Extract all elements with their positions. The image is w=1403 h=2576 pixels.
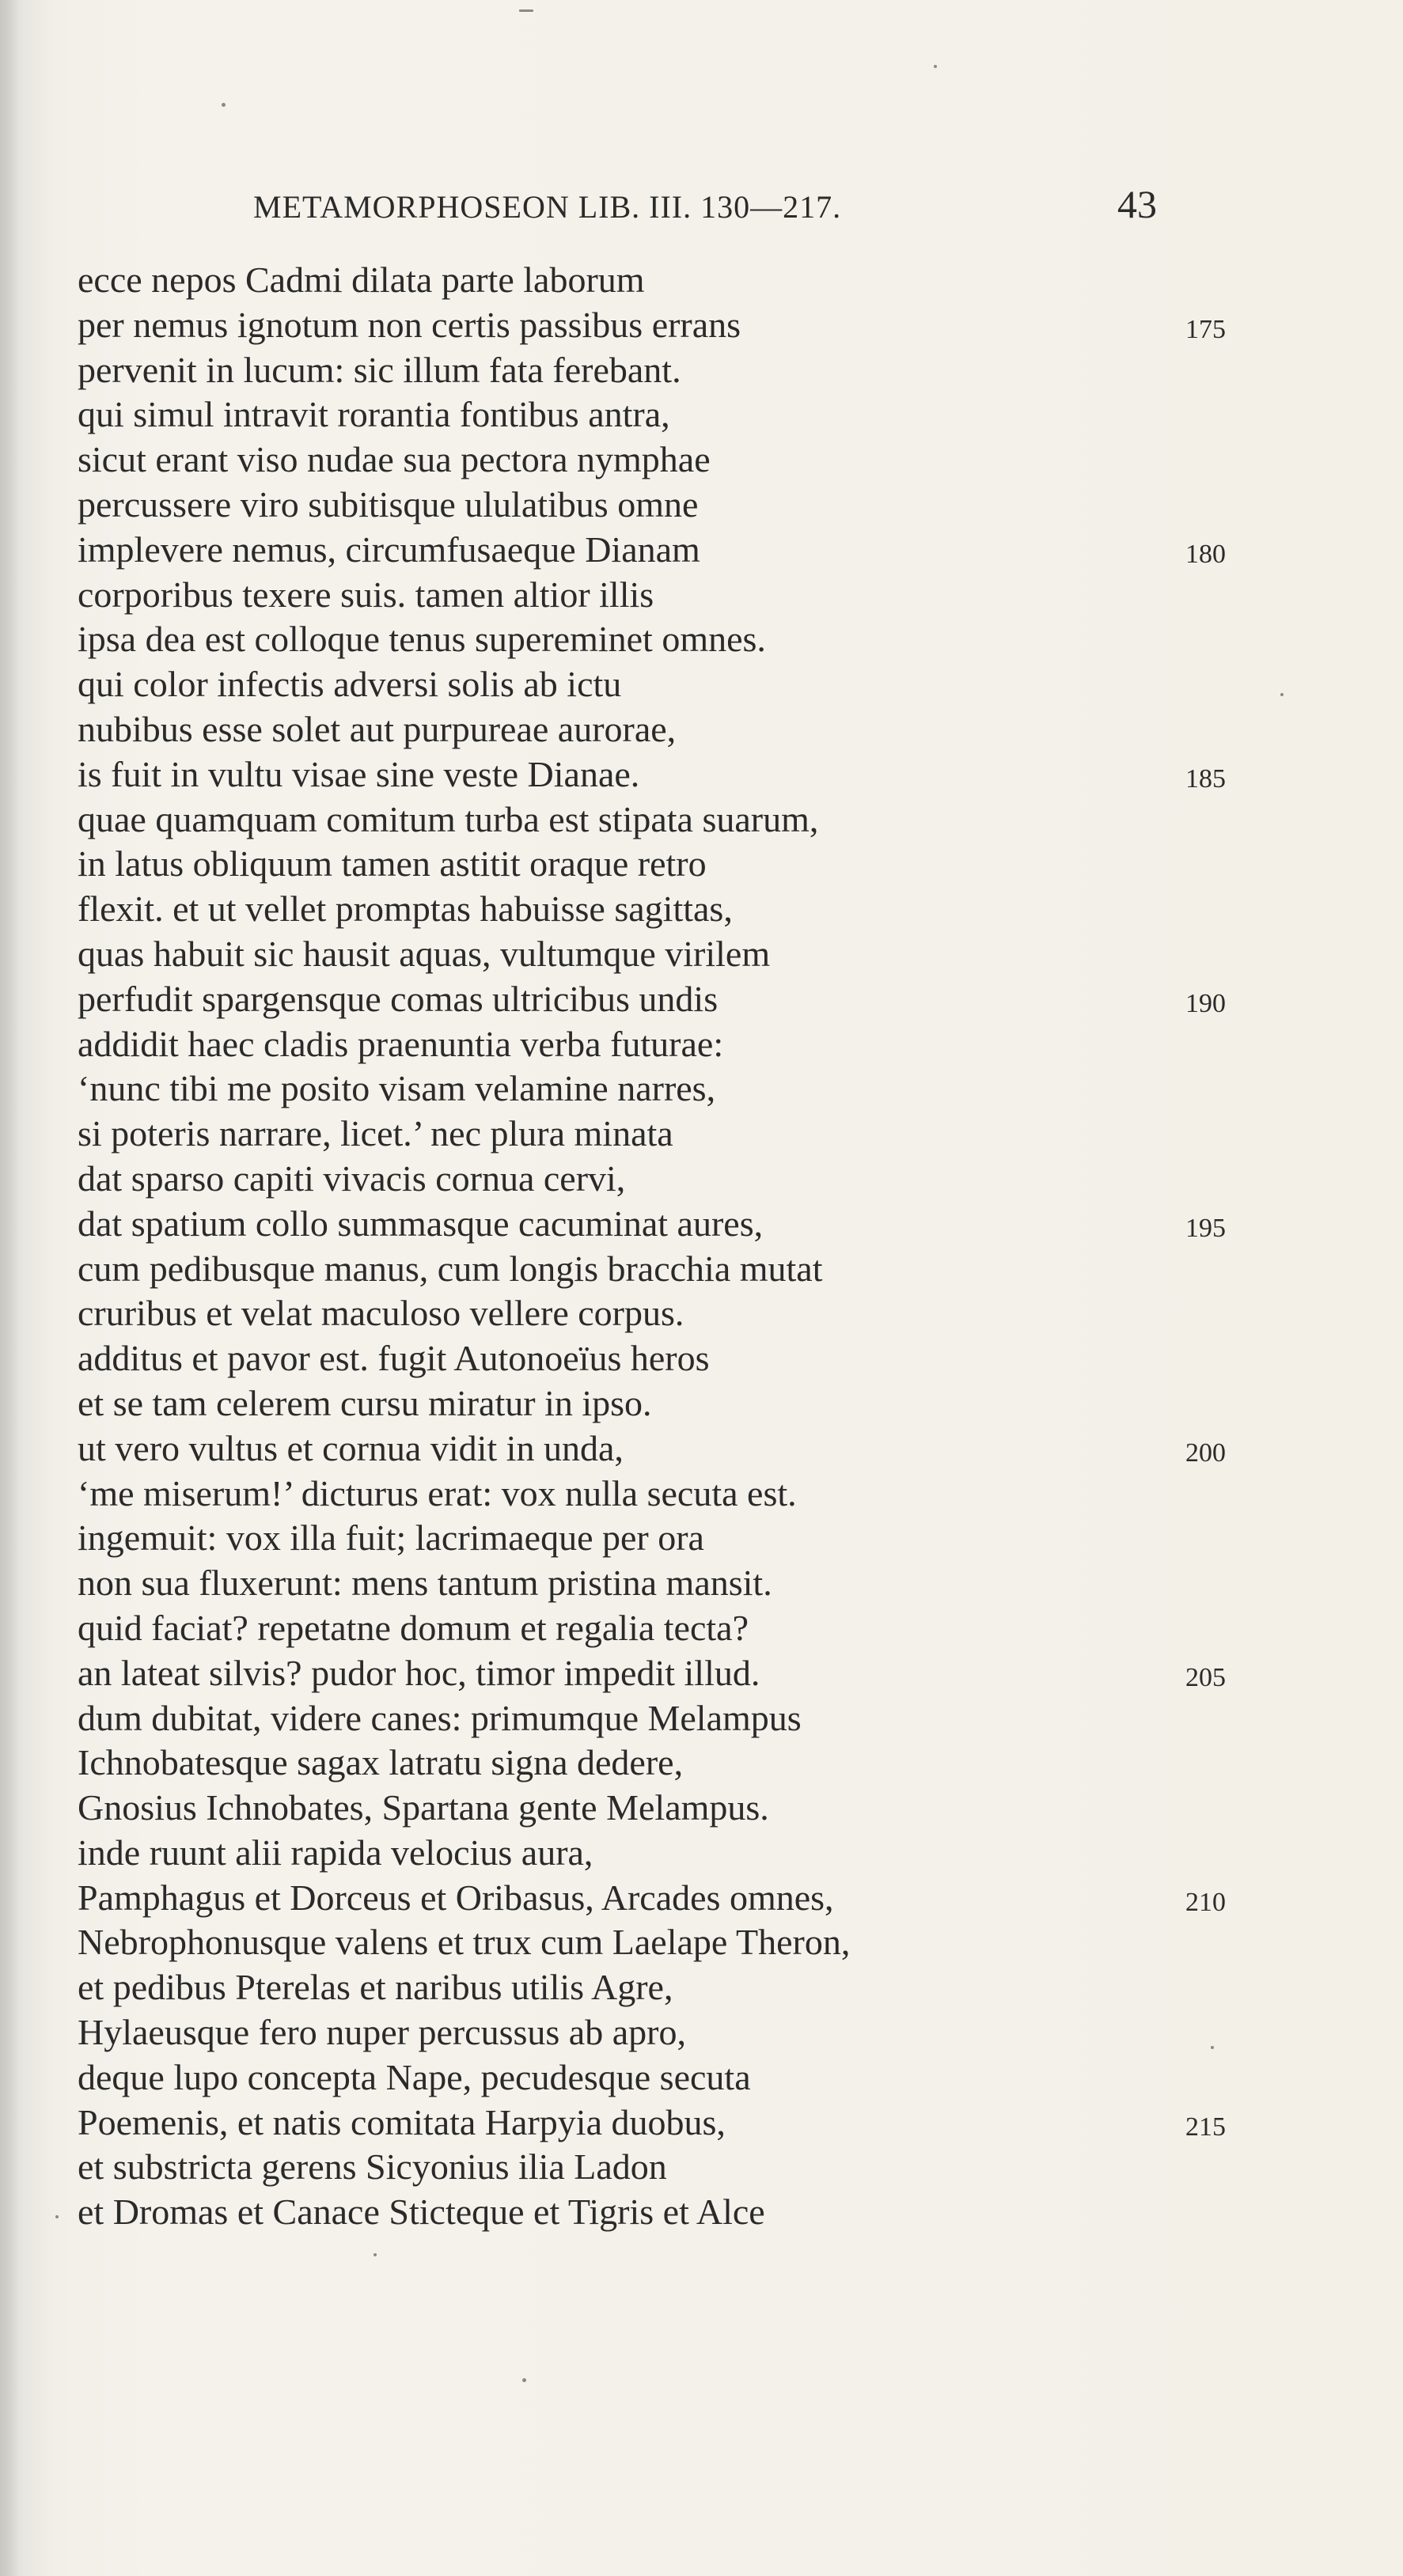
verse-line [78,1741,1344,1786]
verse-text: pervenit in lucum: sic illum fata ferebant. [78,349,681,390]
verse-text: nubibus esse solet aut purpureae aurorae, [78,708,677,749]
verse-line [78,2190,1344,2235]
verse-line [78,1965,1344,2010]
verse-text: in latus obliquum tamen astitit oraque retro [78,843,707,885]
verse-line [78,617,1344,662]
verse-text: Ichnobatesque sagax latratu signa dedere, [78,1742,684,1783]
verse-text: si poteris narrare, licet.’ nec plura minata [78,1113,673,1154]
verse-block [78,258,1344,2235]
verse-line [78,348,1344,393]
verse-text: inde ruunt alii rapida velocius aura, [78,1832,593,1873]
verse-text: Hylaeusque fero nuper percussus ab apro, [78,2012,686,2053]
verse-line [78,1336,1344,1381]
verse-text: implevere nemus, circumfusaeque Dianam [78,528,700,570]
line-number: 195 [1185,1213,1226,1243]
gutter-shadow [0,0,19,2576]
verse-text: deque lupo concepta Nape, pecudesque secuta [78,2056,751,2097]
verse-line [78,797,1344,843]
verse-text: ‘me miserum!’ dicturus erat: vox nulla secuta est. [78,1472,797,1513]
verse-text: dat sparso capiti vivacis cornua cervi, [78,1157,626,1199]
verse-text: qui color infectis adversi solis ab ictu [78,664,622,705]
verse-line [78,887,1344,932]
verse-line [78,1022,1344,1067]
verse-line [78,2055,1344,2101]
line-number: 215 [1185,2112,1226,2142]
verse-line [78,752,1344,797]
verse-text: quid faciat? repetatne domum et regalia tecta? [78,1607,749,1648]
verse-text: et se tam celerem cursu miratur in ipso. [78,1382,652,1423]
verse-line [78,1696,1344,1741]
line-number: 190 [1185,988,1226,1018]
verse-line [78,1561,1344,1606]
verse-line [78,1920,1344,1965]
verse-line [78,258,1344,303]
verse-line [78,977,1344,1022]
verse-line [78,1426,1344,1472]
verse-text: Nebrophonusque valens et trux cum Laelape Theron, [78,1922,851,1963]
verse-line [78,707,1344,752]
line-number: 185 [1185,763,1226,794]
verse-text: an lateat silvis? pudor hoc, timor impedit illud. [78,1652,760,1693]
line-number: 210 [1185,1887,1226,1917]
verse-text: quae quamquam comitum turba est stipata suarum, [78,798,819,839]
verse-line [78,573,1344,618]
page-number: 43 [1117,182,1157,226]
verse-text: ecce nepos Cadmi dilata parte laborum [78,259,645,300]
verse-line [78,438,1344,483]
verse-text: ut vero vultus et cornua vidit in unda, [78,1427,624,1468]
verse-text: addidit haec cladis praenuntia verba futurae: [78,1023,724,1064]
verse-line [78,662,1344,707]
verse-line [78,1247,1344,1292]
verse-text: cum pedibusque manus, cum longis bracchia mutat [78,1248,823,1289]
verse-line [78,392,1344,438]
page-header [253,184,1171,231]
line-number: 175 [1185,314,1226,344]
scan-speck [519,9,533,12]
verse-line [78,1202,1344,1247]
verse-line [78,1112,1344,1157]
verse-line [78,1066,1344,1112]
verse-line [78,2101,1344,2146]
running-title: METAMORPHOSEON LIB. III. 130—217. [253,189,842,225]
scan-speck [1211,2046,1214,2049]
scan-speck [522,2378,526,2382]
verse-text: per nemus ignotum non certis passibus errans [78,304,741,345]
verse-text: is fuit in vultu visae sine veste Dianae. [78,753,640,794]
verse-text: Gnosius Ichnobates, Spartana gente Melampus. [78,1787,769,1828]
verse-line [78,1516,1344,1561]
verse-line [78,1157,1344,1202]
line-number: 205 [1185,1662,1226,1692]
verse-line [78,1831,1344,1876]
verse-line [78,1876,1344,1921]
verse-text: sicut erant viso nudae sua pectora nymphae [78,439,711,480]
verse-line [78,1651,1344,1696]
verse-text: additus et pavor est. fugit Autonoeïus heros [78,1338,710,1379]
verse-text: et Dromas et Canace Sticteque et Tigris et Alce [78,2191,765,2233]
verse-text: flexit. et ut vellet promptas habuisse sagittas, [78,888,733,930]
verse-line [78,842,1344,887]
verse-line [78,483,1344,528]
verse-text: qui simul intravit rorantia fontibus antra, [78,394,670,435]
scan-speck [374,2253,377,2256]
line-number: 180 [1185,539,1226,569]
verse-line [78,2145,1344,2190]
verse-text: et pedibus Pterelas et naribus utilis Agre, [78,1967,673,2008]
verse-text: dum dubitat, videre canes: primumque Melampus [78,1697,802,1738]
verse-text: et substricta gerens Sicyonius ilia Ladon [78,2146,667,2188]
line-number: 200 [1185,1438,1226,1468]
verse-text: percussere viro subitisque ululatibus omne [78,483,699,525]
scan-speck [1280,693,1284,696]
verse-text: ingemuit: vox illa fuit; lacrimaeque per ora [78,1517,704,1559]
verse-text: ipsa dea est colloque tenus supereminet omnes. [78,619,766,660]
verse-line [78,1291,1344,1336]
verse-text: perfudit spargensque comas ultricibus undis [78,978,719,1019]
verse-line [78,528,1344,573]
verse-text: corporibus texere suis. tamen altior illis [78,574,654,615]
verse-text: dat spatium collo summasque cacuminat aures, [78,1203,764,1244]
verse-text: non sua fluxerunt: mens tantum pristina mansit. [78,1563,772,1604]
verse-text: cruribus et velat maculoso vellere corpus. [78,1293,684,1334]
verse-line [78,1472,1344,1517]
verse-line [78,303,1344,348]
scan-speck [222,103,226,107]
verse-text: Pamphagus et Dorceus et Oribasus, Arcades omnes, [78,1877,834,1918]
verse-line [78,932,1344,977]
verse-line [78,1381,1344,1426]
scan-speck [934,65,937,68]
verse-line [78,1786,1344,1831]
verse-text: Poemenis, et natis comitata Harpyia duobus, [78,2101,726,2142]
verse-text: ‘nunc tibi me posito visam velamine narres, [78,1068,716,1109]
verse-line [78,2010,1344,2055]
verse-text: quas habuit sic hausit aquas, vultumque virilem [78,933,771,974]
scan-speck [55,2215,59,2218]
verse-line [78,1606,1344,1651]
